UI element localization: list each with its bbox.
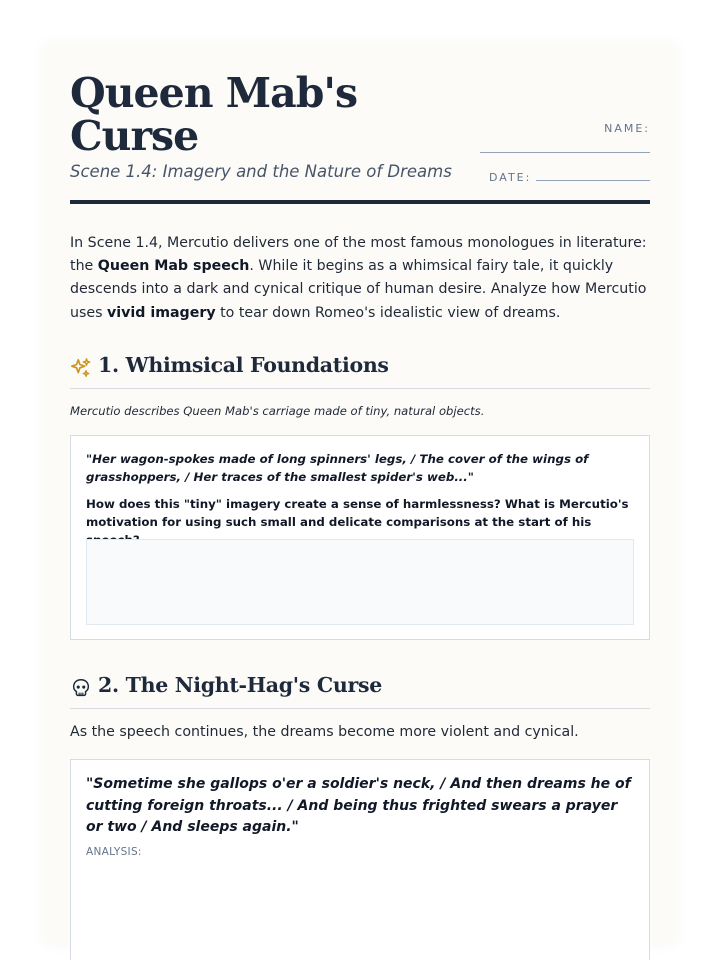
date-label: DATE: [489, 171, 532, 184]
question-card-1 [70, 435, 650, 640]
question-1: How does this "tiny" imagery create a sense of harmlessness? What is Mercutio's motivation for using such small and delicate comparisons at the start of his [86, 497, 629, 529]
section-1-title: 1. Whimsical Foundations [98, 353, 389, 377]
quote-1: "Her wagon-spokes made of long spinners' legs, / The cover of the wings of grasshoppers, / Her traces of the smallest spider's web..." [86, 452, 589, 484]
question-card-2 [70, 759, 650, 960]
skull-icon [70, 677, 92, 699]
header-divider [70, 200, 650, 204]
section-1-header [70, 352, 650, 389]
page-title: Queen Mab's Curse [70, 69, 358, 160]
section-2-header [70, 672, 650, 709]
section-1-description: Mercutio describes Queen Mab's carriage made of tiny, natural objects. [70, 404, 485, 418]
intro-text-1: In Scene 1.4, Mercutio delivers one of the most famous monologues in literature: the [70, 235, 647, 275]
intro-text-2: . While it begins as a whimsical fairy tale, it quickly descends into a dark and cynical critique of human desire. Analyze how Mercutio uses [70, 258, 647, 321]
date-field[interactable] [536, 180, 650, 181]
name-field[interactable] [480, 152, 650, 153]
intro-text-3: to tear down Romeo's idealistic view of dreams. [215, 304, 561, 321]
section-2-description: As the speech continues, the dreams become more violent and cynical. [70, 724, 579, 740]
page-subtitle: Scene 1.4: Imagery and the Nature of Dreams [70, 162, 452, 181]
sparkles-icon [70, 357, 92, 379]
intro-bold-queen-mab: Queen Mab speech [97, 258, 250, 275]
name-label: NAME: [604, 122, 650, 135]
intro-bold-vivid-imagery: vivid imagery [107, 304, 216, 321]
worksheet-page [44, 44, 676, 944]
answer-box-1[interactable] [86, 539, 634, 625]
intro-paragraph [70, 232, 650, 325]
section-2-title: 2. The Night-Hag's Curse [98, 673, 382, 697]
quote-2: "Sometime she gallops o'er a soldier's neck, / And then dreams he of cutting foreign throats... / And being thus frighted swears a prayer or two / And sleeps again." [86, 776, 631, 835]
analysis-label: ANALYSIS: [86, 846, 142, 858]
